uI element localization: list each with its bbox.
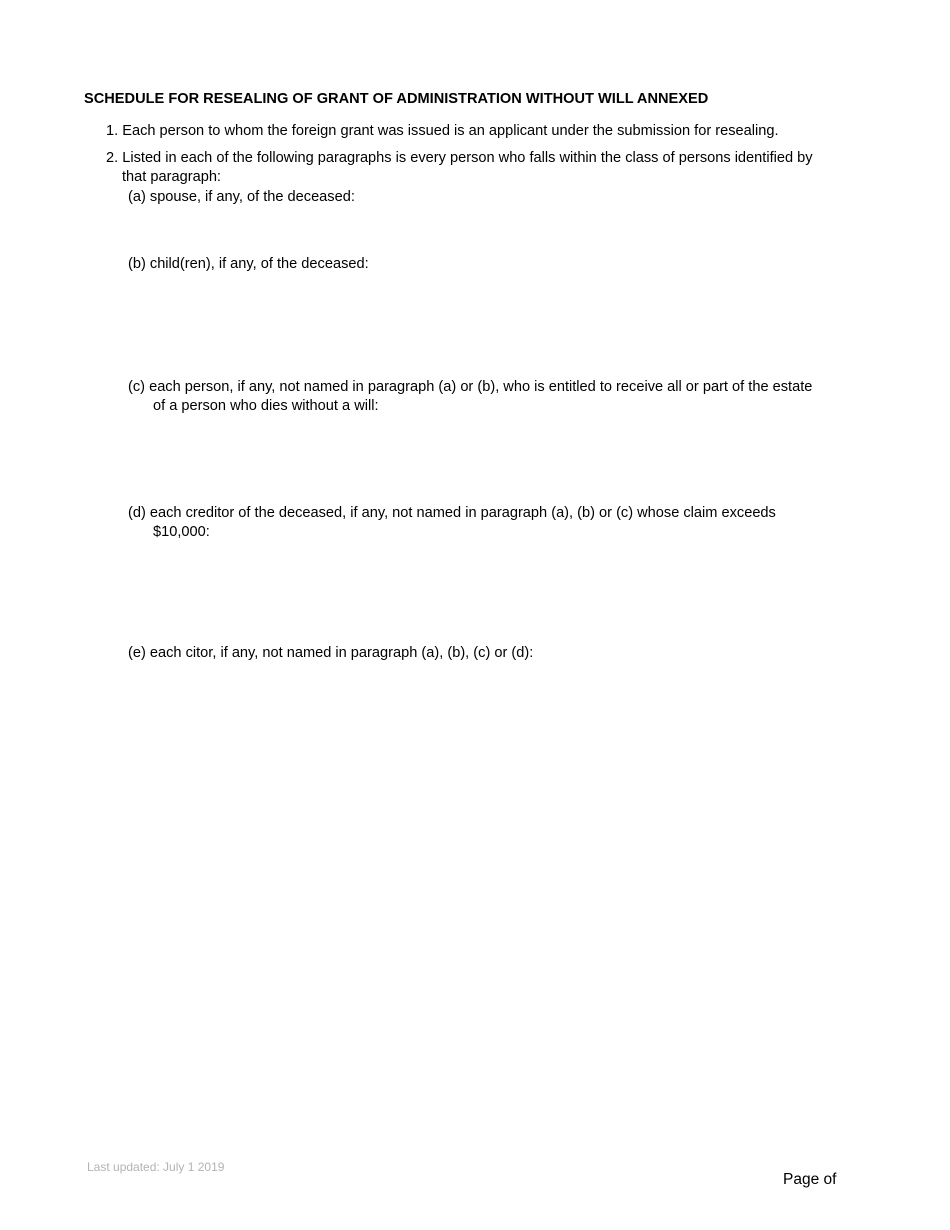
paragraph-2-number: 2.	[106, 150, 119, 166]
subparagraph-a-text: (a) spouse, if any, of the deceased:	[128, 189, 355, 205]
subparagraph-c-text-line2: of a person who dies without a will:	[153, 397, 379, 414]
subparagraph-e-text: (e) each citor, if any, not named in paragraph (a), (b), (c) or (d):	[128, 645, 534, 661]
paragraph-2	[106, 149, 866, 186]
page-title: SCHEDULE FOR RESEALING OF GRANT OF ADMINISTRATION WITHOUT WILL ANNEXED	[84, 91, 709, 107]
subparagraph-c	[128, 378, 868, 415]
paragraph-2-text-line2: that paragraph:	[122, 168, 221, 185]
paragraph-1	[106, 122, 866, 141]
paragraph-1-number: 1.	[106, 123, 119, 139]
subparagraph-c-text-line1: (c) each person, if any, not named in paragraph (a) or (b), who is entitled to receive all or part of the estate	[128, 379, 813, 395]
subparagraph-e	[128, 644, 868, 663]
subparagraph-d-text-line1: (d) each creditor of the deceased, if any, not named in paragraph (a), (b) or (c) whose claim exceeds	[128, 505, 776, 521]
page-number: Page of	[783, 1171, 837, 1188]
subparagraph-b-text: (b) child(ren), if any, of the deceased:	[128, 256, 369, 272]
subparagraph-a	[128, 188, 868, 207]
subparagraph-b	[128, 255, 868, 274]
paragraph-1-text: Each person to whom the foreign grant was issued is an applicant under the submission for resealing.	[122, 123, 779, 139]
last-updated-note: Last updated: July 1 2019	[87, 1160, 225, 1174]
subparagraph-d	[128, 504, 868, 541]
subparagraph-d-text-line2: $10,000:	[153, 523, 210, 540]
paragraph-2-text-line1: Listed in each of the following paragraphs is every person who falls within the class of persons identified by	[122, 150, 813, 166]
